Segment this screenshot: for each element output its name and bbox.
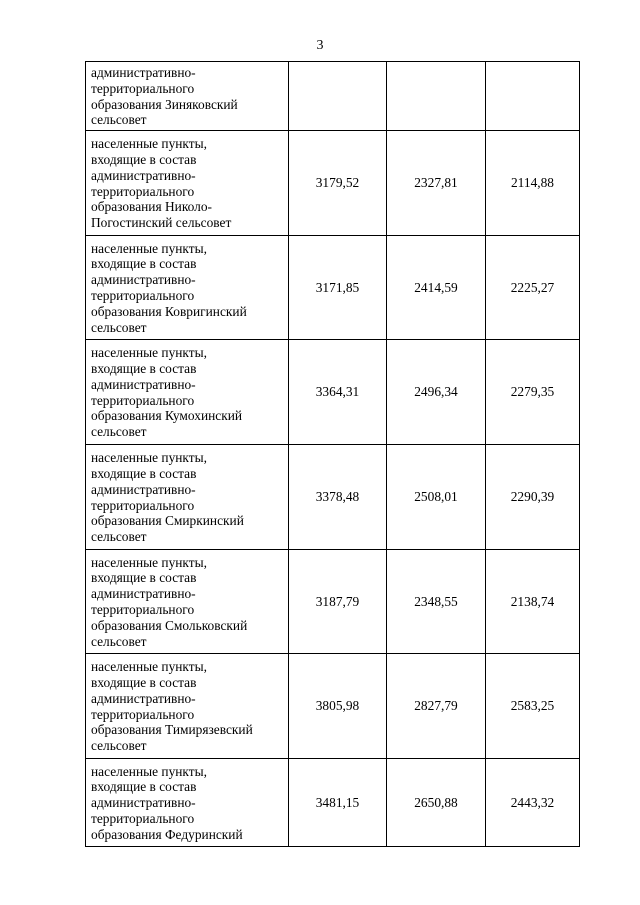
table-row	[86, 340, 580, 445]
value-cell-1: 3179,52	[289, 131, 387, 236]
value-cell-2	[387, 62, 486, 131]
settlement-name-cell: населенные пункты, входящие в состав административно- территориального образования Кумохинский сельсовет	[86, 340, 289, 445]
settlement-name-cell: населенные пункты, входящие в состав административно- территориального образования Ковригинский сельсовет	[86, 236, 289, 340]
value-cell-1: 3171,85	[289, 236, 387, 340]
value-cell-2: 2496,34	[387, 340, 486, 445]
tariff-table	[85, 61, 580, 847]
table-row	[86, 131, 580, 236]
value-cell-1: 3481,15	[289, 759, 387, 847]
page-number: 3	[316, 38, 324, 53]
table-row	[86, 445, 580, 550]
settlement-name-cell: населенные пункты, входящие в состав административно- территориального образования Николо- Погостинский сельсовет	[86, 131, 289, 236]
table-row	[86, 236, 580, 340]
value-cell-2: 2650,88	[387, 759, 486, 847]
table-row	[86, 550, 580, 654]
settlement-name-cell: административно- территориального образования Зиняковский сельсовет	[86, 62, 289, 131]
table-row	[86, 62, 580, 131]
value-cell-3: 2279,35	[486, 340, 580, 445]
table-row	[86, 654, 580, 759]
value-cell-1: 3187,79	[289, 550, 387, 654]
value-cell-3: 2290,39	[486, 445, 580, 550]
settlement-name-cell: населенные пункты, входящие в состав административно- территориального образования Смольковский сельсовет	[86, 550, 289, 654]
value-cell-2: 2414,59	[387, 236, 486, 340]
value-cell-2: 2348,55	[387, 550, 486, 654]
value-cell-1: 3805,98	[289, 654, 387, 759]
value-cell-2: 2508,01	[387, 445, 486, 550]
table-row	[86, 759, 580, 847]
value-cell-2: 2827,79	[387, 654, 486, 759]
value-cell-3	[486, 62, 580, 131]
value-cell-2: 2327,81	[387, 131, 486, 236]
value-cell-1: 3378,48	[289, 445, 387, 550]
value-cell-3: 2583,25	[486, 654, 580, 759]
value-cell-1	[289, 62, 387, 131]
value-cell-3: 2114,88	[486, 131, 580, 236]
value-cell-1: 3364,31	[289, 340, 387, 445]
value-cell-3: 2138,74	[486, 550, 580, 654]
value-cell-3: 2443,32	[486, 759, 580, 847]
settlement-name-cell: населенные пункты, входящие в состав административно- территориального образования Смиркинский сельсовет	[86, 445, 289, 550]
settlement-name-cell: населенные пункты, входящие в состав административно- территориального образования Тимирязевский сельсовет	[86, 654, 289, 759]
value-cell-3: 2225,27	[486, 236, 580, 340]
settlement-name-cell: населенные пункты, входящие в состав административно- территориального образования Федуринский	[86, 759, 289, 847]
